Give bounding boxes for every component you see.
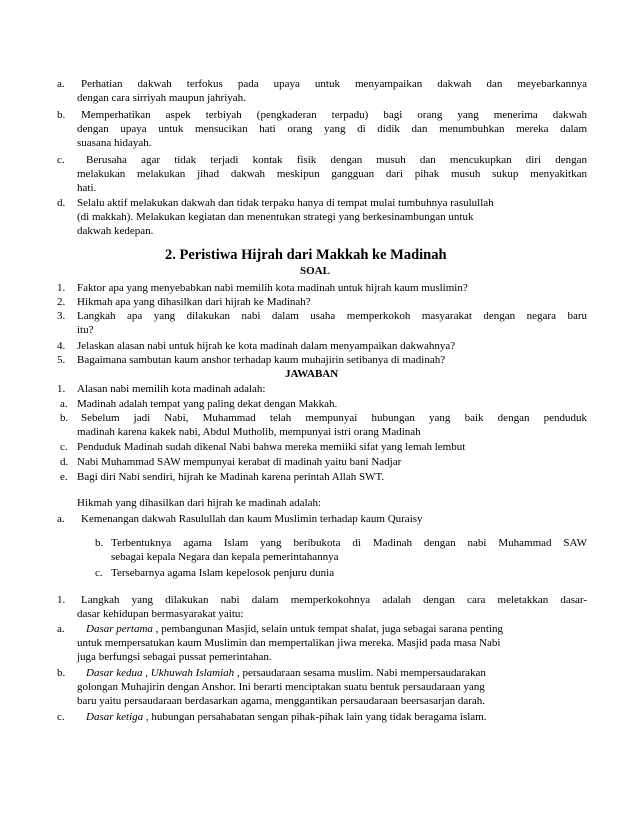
- jawaban-label-1: 1.: [57, 383, 66, 395]
- langkah-label: 1.: [57, 594, 66, 606]
- dasar-b-text: , persaudaraan sesama muslim. Nabi mempersaudarakan: [234, 667, 486, 679]
- j1-d-line-1: Nabi Muhammad SAW mempunyai kerabat di madinah yaitu bani Nadjar: [77, 456, 402, 468]
- jawaban-1-intro: Alasan nabi memilih kota madinah adalah:: [77, 383, 266, 395]
- j1-a-line-1: Madinah adalah tempat yang paling dekat dengan Makkah.: [77, 398, 338, 410]
- dasar-label-b: b.: [57, 667, 66, 679]
- langkah-line-1: Langkah yang dilakukan nabi dalam memperkokohnya adalah dengan cara meletakkan dasar-: [81, 594, 587, 606]
- soal-heading: SOAL: [300, 265, 330, 277]
- intro-b-line-2: dengan upaya untuk mensucikan hati orang yang di didik dan menumbuhkan mereka dalam: [77, 123, 587, 135]
- intro-a-line-2: dengan cara sirriyah maupun jahriyah.: [77, 92, 246, 104]
- hikmah-label-a: a.: [57, 513, 65, 525]
- intro-b-line-1: Memperhatikan aspek terbiyah (pengkaderan terpadu) bagi orang yang menerima dakwah: [81, 109, 587, 121]
- soal-5-line-1: Bagaimana sambutan kaum anshor terhadap kaum muhajirin setibanya di madinah?: [77, 354, 446, 366]
- dasar-label-a: a.: [57, 623, 65, 635]
- dasar-label-c: c.: [57, 711, 65, 723]
- dasar-a-line-2: untuk mempersatukan kaum Muslimin dan mempertalikan jiwa mereka. Masjid pada masa Nabi: [77, 637, 501, 649]
- intro-c-line-2: melakukan melakukan jihad dakwah meskipun gangguan dari pihak musuh sukup menyakitkan: [77, 168, 587, 180]
- intro-d-line-2: (di makkah). Melakukan kegiatan dan menentukan strategi yang berkesinambungan untuk: [77, 211, 474, 223]
- j1-label-e: e.: [60, 471, 68, 483]
- j1-label-a: a.: [60, 398, 68, 410]
- dasar-b-line-1: [86, 666, 486, 680]
- j1-label-c: c.: [60, 441, 68, 453]
- intro-c-line-1: Berusaha agar tidak terjadi kontak fisik dengan musuh dan mencukupkan diri dengan: [86, 154, 587, 166]
- j1-b-line-2: madinah karena kakek nabi, Abdul Mutholib, mempunyai istri orang Madinah: [77, 426, 421, 438]
- j1-label-b: b.: [60, 412, 69, 424]
- dasar-c-line-1: [86, 710, 486, 724]
- dasar-a-line-3: juga berfungsi sebagai pussat pemerintahan.: [77, 651, 272, 663]
- hikmah-c-line-1: Tersebarnya agama Islam kepelosok penjuru dunia: [111, 567, 335, 579]
- hikmah-b-line-1: Terbentuknya agama Islam yang beribukota di Madinah dengan nabi Muhammad SAW: [111, 537, 587, 549]
- intro-d-line-3: dakwah kedepan.: [77, 225, 154, 237]
- hikmah-intro: Hikmah yang dihasilkan dari hijrah ke madinah adalah:: [77, 497, 322, 509]
- intro-label-d: d.: [57, 197, 66, 209]
- hikmah-a-line-1: Kemenangan dakwah Rasulullah dan kaum Muslimin terhadap kaum Quraisy: [81, 513, 423, 525]
- soal-label-1: 1.: [57, 282, 66, 294]
- intro-label-b: b.: [57, 109, 66, 121]
- hikmah-label-c: c.: [95, 567, 103, 579]
- dasar-a-line-1: [86, 622, 503, 636]
- soal-2-line-1: Hikmah apa yang dihasilkan dari hijrah ke Madinah?: [77, 296, 311, 308]
- soal-label-5: 5.: [57, 354, 66, 366]
- dasar-b-term: Dasar kedua , Ukhuwah Islamiah: [86, 667, 235, 679]
- soal-3-line-2: itu?: [77, 324, 94, 336]
- soal-1-line-1: Faktor apa yang menyebabkan nabi memilih kota madinah untuk hijrah kaum muslimin?: [77, 282, 468, 294]
- dasar-c-term: Dasar ketiga: [86, 711, 144, 723]
- soal-4-line-1: Jelaskan alasan nabi untuk hijrah ke kota madinah dalam menyampaikan dakwahnya?: [77, 340, 456, 352]
- j1-e-line-1: Bagi diri Nabi sendiri, hijrah ke Madinah karena perintah Allah SWT.: [77, 471, 385, 483]
- intro-b-line-3: suasana hidayah.: [77, 137, 152, 149]
- hikmah-b-line-2: sebagai kepala Negara dan kepala pemerintahannya: [111, 551, 339, 563]
- dasar-b-line-3: baru yaitu persaudaraan berdasarkan agama, menggantikan persaudaraan beersasarjan darah.: [77, 695, 486, 707]
- j1-c-line-1: Penduduk Madinah sudah dikenal Nabi bahwa mereka memiiki sifat yang lemah lembut: [77, 441, 466, 453]
- intro-label-a: a.: [57, 78, 65, 90]
- j1-b-line-1: Sebelum jadi Nabi, Muhammad telah mempunyai hubungan yang baik dengan penduduk: [81, 412, 587, 424]
- soal-3-line-1: Langkah apa yang dilakukan nabi dalam usaha memperkokoh masyarakat dengan negara baru: [77, 310, 587, 322]
- dasar-b-line-2: golongan Muhajirin dengan Anshor. Ini berarti menciptakan suatu bentuk persaudaraan yang: [77, 681, 485, 693]
- intro-a-line-1: Perhatian dakwah terfokus pada upaya untuk menyampaikan dakwah dan meyebarkannya: [81, 78, 587, 90]
- dasar-c-text: , hubungan persahabatan sengan pihak-pihak lain yang tidak beragama islam.: [143, 711, 487, 723]
- soal-label-2: 2.: [57, 296, 66, 308]
- j1-label-d: d.: [60, 456, 69, 468]
- dasar-a-text: , pembangunan Masjid, selain untuk tempat shalat, juga sebagai sarana penting: [152, 623, 503, 635]
- soal-label-4: 4.: [57, 340, 66, 352]
- langkah-line-2: dasar kehidupan bermasyarakat yaitu:: [77, 608, 244, 620]
- section-title: 2. Peristiwa Hijrah dari Makkah ke Madinah: [165, 247, 447, 263]
- hikmah-label-b: b.: [95, 537, 104, 549]
- jawaban-heading: JAWABAN: [285, 368, 339, 380]
- intro-c-line-3: hati.: [77, 182, 97, 194]
- soal-label-3: 3.: [57, 310, 66, 322]
- intro-d-line-1: Selalu aktif melakukan dakwah dan tidak terpaku hanya di tempat mulai tumbuhnya rasulullah: [77, 197, 494, 209]
- dasar-a-term: Dasar pertama: [86, 623, 153, 635]
- intro-label-c: c.: [57, 154, 65, 166]
